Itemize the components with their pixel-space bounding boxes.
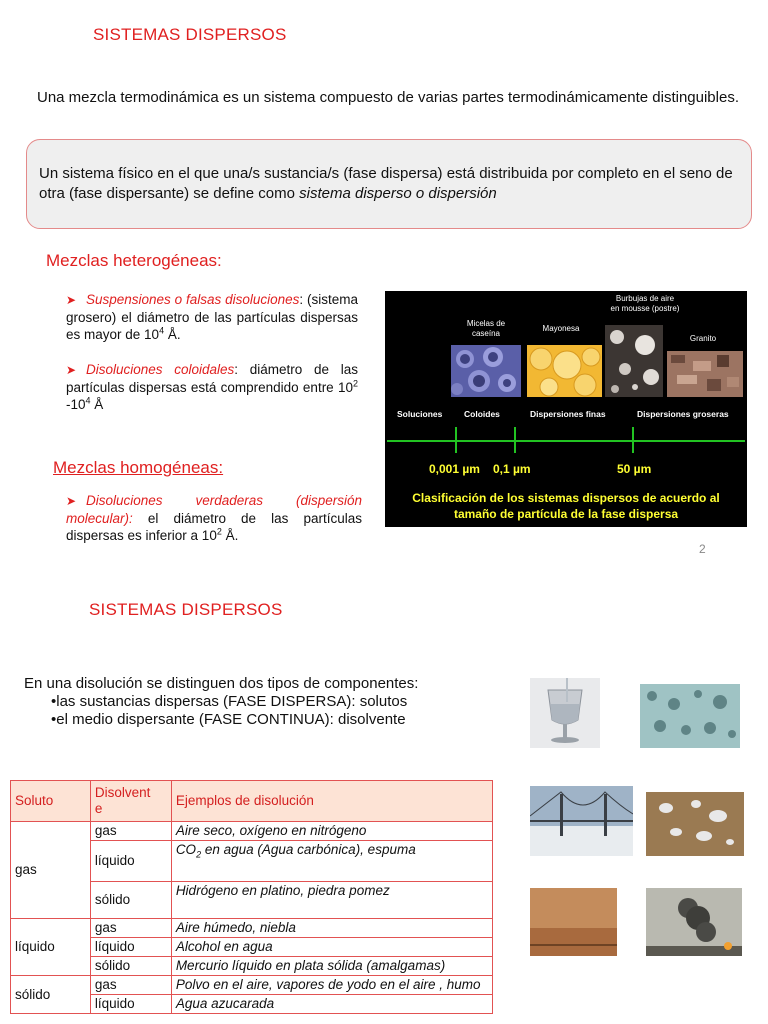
- mousse-bubbles-image: [605, 325, 663, 397]
- water-glass-image: [530, 678, 600, 748]
- fog-bridge-image: [530, 786, 633, 856]
- ejemplo-cell: $CO_2$ en agua (Agua carbónica), espuma: [171, 841, 492, 882]
- disolvente-cell: gas: [90, 822, 171, 841]
- sample-label-micelas: Micelas de caseína: [466, 319, 506, 338]
- axis-tick: [455, 427, 457, 453]
- pumice-stone-image: [640, 684, 740, 748]
- disolvente-cell: líquido: [90, 995, 171, 1014]
- bullet-text: : diámetro de las partículas dispersas está comprendido entre 10: [66, 362, 358, 395]
- ejemplo-cell: Aire seco, oxígeno en nitrógeno: [171, 822, 492, 841]
- granite-image: [667, 351, 743, 397]
- slide2-intro: [24, 675, 418, 729]
- category-coloides: Coloides: [464, 409, 500, 419]
- ejemplo-cell: Hidrógeno en platino, piedra pomez: [171, 882, 492, 919]
- term-coloidales: Disoluciones coloidales: [86, 362, 235, 377]
- slide1-intro: Una mezcla termodinámica es un sistema compuesto de varias partes termodinámicamente distinguibles.: [37, 89, 739, 106]
- smoke-image: [646, 888, 742, 956]
- table-header-row: [11, 781, 493, 822]
- bullet-text: -10: [66, 397, 86, 412]
- superscript: 2: [352, 378, 358, 389]
- bullet-solutos: •las sustancias dispersas (FASE DISPERSA): solutos: [51, 693, 408, 710]
- disolvente-cell: líquido: [90, 938, 171, 957]
- header-disolvente: Disolvent e: [90, 781, 171, 822]
- bullet-coloidales: [66, 361, 358, 413]
- superscript: 2: [216, 526, 222, 537]
- superscript: 4: [159, 325, 165, 336]
- sample-label-granito: Granito: [689, 334, 717, 343]
- casein-micelles-image: [451, 345, 521, 397]
- ejemplo-cell: Agua azucarada: [171, 995, 492, 1014]
- bullet-disolvente: •el medio dispersante (FASE CONTINUA): disolvente: [51, 711, 406, 728]
- disolvente-cell: gas: [90, 919, 171, 938]
- dust-storm-image: [530, 888, 617, 956]
- mercury-drops-image: [646, 792, 744, 856]
- mayonnaise-image: [527, 345, 602, 397]
- value-0001: 0,001 µm: [429, 462, 480, 476]
- disolvente-cell: sólido: [90, 882, 171, 919]
- disolvente-cell: líquido: [90, 841, 171, 882]
- disolvente-cell: gas: [90, 976, 171, 995]
- bullet-verdaderas: [66, 492, 362, 544]
- ejemplo-cell: Alcohol en agua: [171, 938, 492, 957]
- bullet-text: : (sistema grosero) el diámetro de las partículas dispersas es mayor de 10: [66, 292, 358, 342]
- ejemplo-cell: Polvo en el aire, vapores de yodo en el aire , humo: [171, 976, 492, 995]
- ejemplo-cell: Aire húmedo, niebla: [171, 919, 492, 938]
- intro-line: En una disolución se distinguen dos tipos de componentes:: [24, 675, 419, 692]
- table-row: [11, 822, 493, 841]
- page-number: 2: [699, 542, 706, 556]
- category-soluciones: Soluciones: [397, 409, 443, 419]
- ejemplo-cell: Mercurio líquido en plata sólida (amalgamas): [171, 957, 492, 976]
- slide2-title: SISTEMAS DISPERSOS: [89, 600, 283, 619]
- disolvente-cell: sólido: [90, 957, 171, 976]
- homogeneous-heading: Mezclas homogéneas:: [53, 458, 224, 477]
- axis-tick: [632, 427, 634, 453]
- term-verdaderas: Disoluciones verdaderas (dispersión molecular):: [66, 493, 362, 526]
- value-01: 0,1 µm: [493, 462, 531, 476]
- callout-emphasis: sistema disperso o dispersión: [299, 185, 497, 202]
- bullet-text: Å.: [164, 327, 181, 342]
- sample-label-mayonesa: Mayonesa: [542, 324, 580, 333]
- bullet-suspensiones: [66, 291, 358, 343]
- size-axis: [387, 440, 745, 442]
- callout-text: Un sistema físico en el que una/s sustancia/s (fase dispersa) está distribuida por completo en el seno de otra (fase dispersante) se define como: [39, 165, 733, 202]
- bullet-text: Å.: [221, 528, 239, 543]
- slide1-title: SISTEMAS DISPERSOS: [93, 25, 287, 44]
- solutions-table: [10, 780, 493, 1014]
- soluto-cell: líquido: [11, 919, 91, 976]
- category-dispersiones-finas: Dispersiones finas: [530, 409, 606, 419]
- figure-caption: Clasificación de los sistemas dispersos de acuerdo al tamaño de partícula de la fase dispersa: [412, 491, 720, 521]
- axis-tick: [514, 427, 516, 453]
- value-50: 50 µm: [617, 462, 652, 476]
- heterogeneous-heading: Mezclas heterogéneas:: [46, 251, 222, 270]
- definition-callout: [26, 139, 752, 229]
- soluto-cell: gas: [11, 822, 91, 919]
- table-row: [11, 976, 493, 995]
- header-ejemplos: Ejemplos de disolución: [171, 781, 492, 822]
- superscript: 4: [85, 395, 91, 406]
- arrow-bullet-icon: ➤: [66, 494, 77, 508]
- category-dispersiones-groseras: Dispersiones groseras: [637, 409, 729, 419]
- term-suspensiones: Suspensiones o falsas disoluciones: [86, 292, 300, 307]
- soluto-cell: sólido: [11, 976, 91, 1014]
- bullet-text: Å: [90, 397, 104, 412]
- table-row: [11, 919, 493, 938]
- classification-figure: [385, 291, 747, 527]
- sample-label-burbujas: Burbujas de aire en mousse (postre): [610, 294, 680, 313]
- arrow-bullet-icon: ➤: [66, 293, 77, 307]
- bullet-text: el diámetro de las partículas dispersas es inferior a 10: [66, 511, 362, 543]
- header-soluto: Soluto: [11, 781, 91, 822]
- arrow-bullet-icon: ➤: [66, 363, 77, 377]
